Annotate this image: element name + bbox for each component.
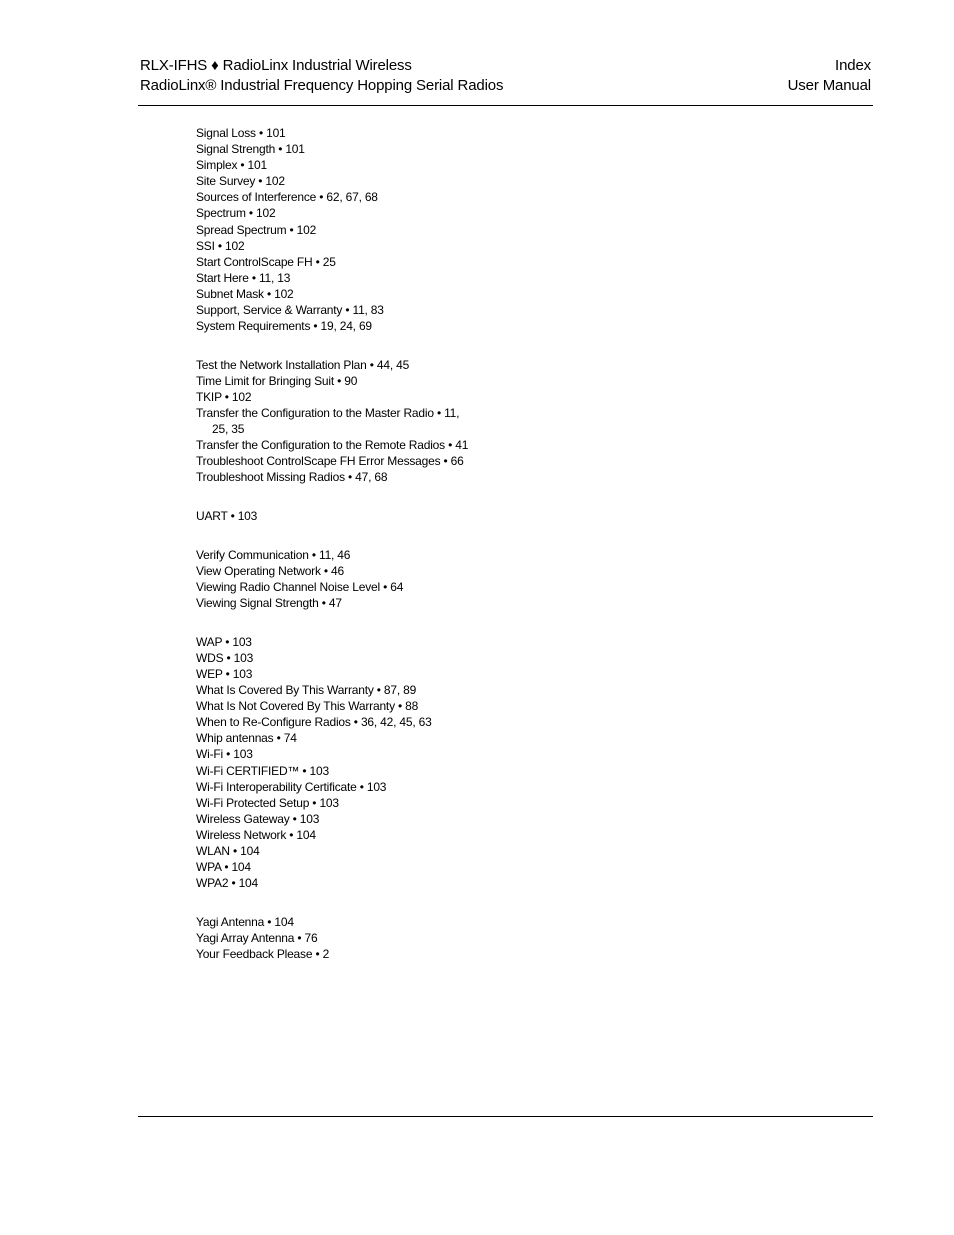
index-entry[interactable] (196, 795, 516, 811)
index-entry-text: Subnet Mask • 102 (196, 286, 294, 301)
index-entry-text: When to Re-Configure Radios • 36, 42, 45, 63 (196, 715, 432, 730)
index-group (196, 547, 516, 611)
index-entry[interactable] (196, 579, 516, 595)
index-entry[interactable] (196, 405, 516, 437)
index-entry-text: What Is Not Covered By This Warranty • 88 (196, 699, 419, 714)
index-group (196, 508, 516, 524)
index-entry-text: TKIP • 102 (196, 390, 252, 404)
index-entry[interactable] (196, 141, 516, 157)
header-row-2 (140, 76, 871, 96)
index-entry[interactable] (196, 714, 516, 730)
index-group (196, 357, 516, 486)
index-entry-text: Start Here • 11, 13 (196, 270, 291, 285)
index-entry[interactable] (196, 930, 516, 946)
index-entry[interactable] (196, 763, 516, 779)
index-entry-text: Troubleshoot Missing Radios • 47, 68 (196, 470, 388, 485)
index-entry[interactable] (196, 730, 516, 746)
index-entry-text: Spread Spectrum • 102 (196, 222, 317, 237)
index-entry[interactable] (196, 469, 516, 485)
index-entry-text: SSI • 102 (196, 238, 245, 253)
index-entry[interactable] (196, 373, 516, 389)
index-entry-text: Verify Communication • 11, 46 (196, 547, 351, 562)
index-entry-text: Test the Network Installation Plan • 44, 45 (196, 357, 410, 372)
index-entry-text: WPA • 104 (196, 860, 251, 875)
index-entry[interactable] (196, 125, 516, 141)
index-entry-text: Viewing Radio Channel Noise Level • 64 (196, 580, 404, 595)
index-entry-text: Wi-Fi Protected Setup • 103 (196, 795, 339, 810)
index-group (196, 125, 516, 334)
index-entry-text: Whip antennas • 74 (196, 731, 297, 746)
index-entry-continuation: 25, 35 (212, 422, 245, 437)
index-group (196, 914, 516, 962)
index-entry[interactable] (196, 437, 516, 453)
index-entry[interactable] (196, 318, 516, 334)
index-entry[interactable] (196, 682, 516, 698)
index-entry[interactable] (196, 859, 516, 875)
index-entry[interactable] (196, 222, 516, 238)
index-entry-text: WLAN • 104 (196, 844, 260, 859)
index-entry[interactable] (196, 189, 516, 205)
page-header (140, 56, 871, 95)
index-entry-text: Transfer the Configuration to the Master Radio • 11, (196, 406, 460, 421)
index-entry-text: Transfer the Configuration to the Remote Radios • 41 (196, 438, 469, 453)
index-entry-text: Your Feedback Please • 2 (196, 947, 330, 962)
index-entry[interactable] (196, 563, 516, 579)
index-entry[interactable] (196, 650, 516, 666)
index-entry[interactable] (196, 270, 516, 286)
index-entry-text: Signal Strength • 101 (196, 142, 305, 157)
index-entry[interactable] (196, 946, 516, 962)
header-product-title: RLX-IFHS ♦ RadioLinx Industrial Wireless (140, 57, 412, 74)
index-entry[interactable] (196, 453, 516, 469)
index-entry[interactable] (196, 173, 516, 189)
index-entry-text: Yagi Array Antenna • 76 (196, 931, 318, 945)
header-section-title: Index (835, 57, 871, 74)
index-entry-text: Start ControlScape FH • 25 (196, 254, 336, 269)
index-entry-text: Time Limit for Bringing Suit • 90 (196, 373, 358, 388)
index-entry[interactable] (196, 746, 516, 762)
index-entry-text: WEP • 103 (196, 667, 253, 681)
index-entry[interactable] (196, 254, 516, 270)
index-entry[interactable] (196, 666, 516, 682)
index-entry-text: Wireless Gateway • 103 (196, 811, 320, 826)
header-row-1 (140, 56, 871, 76)
index-entry-text: Signal Loss • 101 (196, 126, 286, 140)
index-entry-text: Wi-Fi Interoperability Certificate • 103 (196, 779, 387, 794)
index-entry-text: Spectrum • 102 (196, 206, 276, 221)
index-entry[interactable] (196, 157, 516, 173)
index-entry[interactable] (196, 508, 516, 524)
index-entry-text: UART • 103 (196, 509, 258, 524)
index-entry[interactable] (196, 238, 516, 254)
index-entry[interactable] (196, 595, 516, 611)
index-entry[interactable] (196, 779, 516, 795)
index-entry[interactable] (196, 302, 516, 318)
index-entry-text: Wi-Fi • 103 (196, 747, 253, 762)
index-entry-text: Viewing Signal Strength • 47 (196, 596, 342, 611)
index-entry[interactable] (196, 914, 516, 930)
index-entry[interactable] (196, 827, 516, 843)
index-entry[interactable] (196, 634, 516, 650)
index-entry-text: What Is Covered By This Warranty • 87, 89 (196, 683, 417, 698)
index-entry-text: Support, Service & Warranty • 11, 83 (196, 303, 384, 318)
index-entry[interactable] (196, 811, 516, 827)
index-entry-text: WPA2 • 104 (196, 876, 259, 891)
index-entry-text: WAP • 103 (196, 634, 252, 649)
index-entry-text: System Requirements • 19, 24, 69 (196, 319, 372, 334)
index-entry-text: Sources of Interference • 62, 67, 68 (196, 190, 378, 205)
index-entry[interactable] (196, 286, 516, 302)
header-product-subtitle: RadioLinx® Industrial Frequency Hopping Serial Radios (140, 76, 504, 94)
index-entry-text: Wireless Network • 104 (196, 827, 316, 842)
index-entry-text: Site Survey • 102 (196, 174, 285, 189)
index-entry-text: WDS • 103 (196, 650, 254, 665)
index-entry[interactable] (196, 357, 516, 373)
index-entry[interactable] (196, 875, 516, 891)
index-entry[interactable] (196, 698, 516, 714)
index-group (196, 634, 516, 892)
index-entry[interactable] (196, 547, 516, 563)
header-document-type: User Manual (787, 76, 871, 94)
index-entry-text: Troubleshoot ControlScape FH Error Messages • 66 (196, 454, 464, 469)
index-entry[interactable] (196, 843, 516, 859)
index-entry[interactable] (196, 389, 516, 405)
footer-divider (138, 1116, 873, 1117)
index-entry-text: View Operating Network • 46 (196, 563, 344, 578)
index-list (196, 125, 516, 962)
index-entry-text: Wi-Fi CERTIFIED™ • 103 (196, 763, 329, 778)
index-entry-text: Yagi Antenna • 104 (196, 914, 294, 929)
index-entry[interactable] (196, 205, 516, 221)
header-divider (138, 105, 873, 106)
index-entry-text: Simplex • 101 (196, 158, 267, 173)
